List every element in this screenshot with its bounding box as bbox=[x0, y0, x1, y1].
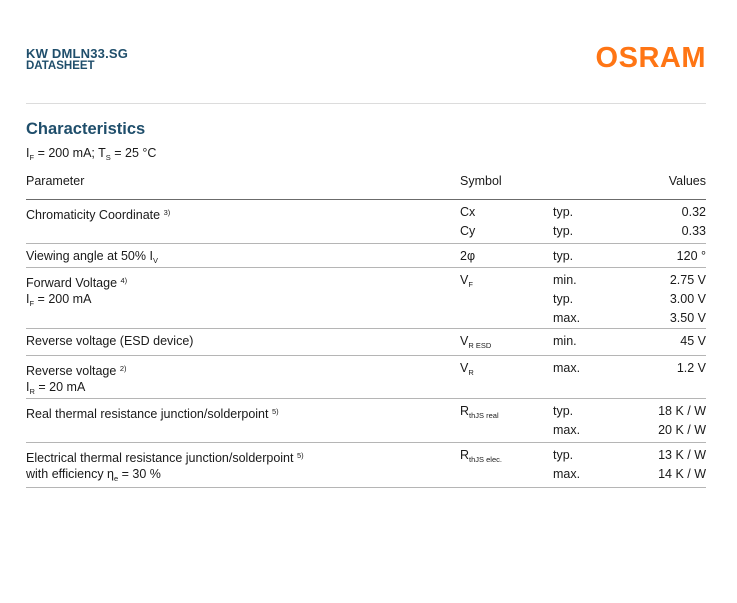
symbol-line bbox=[460, 222, 550, 241]
symbol-text: Cx bbox=[460, 205, 476, 219]
condition-if-symbol: I bbox=[26, 146, 30, 160]
table-row bbox=[26, 271, 706, 329]
parameter-text: = 200 mA bbox=[34, 292, 92, 306]
symbol-text: V bbox=[460, 273, 469, 287]
value-text: 45 V bbox=[680, 334, 706, 348]
parameter-line bbox=[26, 446, 446, 465]
symbol-text: V bbox=[460, 334, 469, 348]
cell-value bbox=[606, 203, 706, 241]
parameter-subscript: e bbox=[114, 474, 119, 483]
parameter-text: = 20 mA bbox=[34, 380, 86, 394]
qualifier-text: typ. bbox=[553, 249, 574, 263]
header-divider bbox=[26, 103, 706, 104]
symbol-line bbox=[460, 446, 550, 465]
symbol-text: V bbox=[460, 361, 469, 375]
parameter-line bbox=[26, 271, 446, 290]
cell-qualifier bbox=[553, 402, 613, 440]
cell-parameter bbox=[26, 203, 446, 222]
parameter-text: I bbox=[26, 380, 30, 394]
cell-qualifier bbox=[553, 271, 613, 328]
cell-parameter bbox=[26, 332, 446, 351]
header-rule bbox=[26, 199, 706, 200]
value-text: 2.75 V bbox=[669, 273, 706, 287]
cell-parameter bbox=[26, 247, 446, 266]
cell-symbol bbox=[460, 402, 550, 421]
cell-value bbox=[606, 359, 706, 378]
parameter-text: Viewing angle at 50% I bbox=[26, 249, 153, 263]
condition-ts-subscript: S bbox=[105, 153, 111, 162]
symbol-subscript: R bbox=[468, 368, 474, 377]
parameter-line bbox=[26, 465, 446, 484]
cell-parameter bbox=[26, 271, 446, 309]
test-condition bbox=[26, 146, 156, 162]
symbol-text: R bbox=[460, 448, 470, 462]
qualifier-text: typ. bbox=[553, 404, 574, 418]
symbol-subscript: thJS real bbox=[469, 411, 499, 420]
cell-symbol bbox=[460, 446, 550, 465]
symbol-text: R bbox=[460, 404, 470, 418]
header-values: Values bbox=[668, 174, 706, 188]
symbol-text: 2φ bbox=[460, 249, 476, 263]
parameter-text: Reverse voltage (ESD device) bbox=[26, 334, 194, 348]
value-text: 3.00 V bbox=[669, 292, 706, 306]
qualifier-text: min. bbox=[553, 273, 577, 287]
product-name: KW DMLN33.SG bbox=[26, 46, 129, 61]
symbol-subscript: thJS elec. bbox=[469, 455, 502, 464]
table-row bbox=[26, 402, 706, 443]
parameter-line bbox=[26, 203, 446, 222]
parameter-line bbox=[26, 332, 446, 351]
value-text: 20 K / W bbox=[658, 423, 706, 437]
symbol-subscript: F bbox=[468, 280, 473, 289]
cell-value bbox=[606, 402, 706, 440]
value-text: 18 K / W bbox=[658, 404, 706, 418]
qualifier-text: typ. bbox=[553, 205, 574, 219]
parameter-subscript: R bbox=[29, 387, 35, 396]
footnote-ref: 5) bbox=[271, 407, 279, 416]
cell-value bbox=[606, 271, 706, 328]
qualifier-text: max. bbox=[553, 467, 581, 481]
condition-ts-value: = 25 °C bbox=[114, 146, 157, 160]
parameter-text: Chromaticity Coordinate bbox=[26, 208, 161, 222]
footnote-ref: 4) bbox=[120, 276, 128, 285]
parameter-text: = 30 % bbox=[118, 467, 161, 481]
document-type: DATASHEET bbox=[26, 60, 95, 72]
qualifier-text: typ. bbox=[553, 224, 574, 238]
header-symbol: Symbol bbox=[460, 174, 502, 188]
symbol-line bbox=[460, 203, 550, 222]
cell-parameter bbox=[26, 446, 446, 484]
value-text: 3.50 V bbox=[669, 311, 706, 325]
cell-value bbox=[606, 247, 706, 266]
osram-logo: OSRAM bbox=[595, 42, 706, 74]
cell-symbol bbox=[460, 203, 550, 241]
parameter-text: Real thermal resistance junction/solderpoint bbox=[26, 407, 269, 421]
parameter-line bbox=[26, 247, 446, 266]
table-row bbox=[26, 446, 706, 488]
qualifier-text: typ. bbox=[553, 448, 574, 462]
cell-symbol bbox=[460, 332, 550, 351]
condition-if-value: = 200 mA; T bbox=[37, 146, 106, 160]
cell-qualifier bbox=[553, 446, 613, 484]
value-text: 13 K / W bbox=[658, 448, 706, 462]
cell-symbol bbox=[460, 247, 550, 266]
cell-parameter bbox=[26, 359, 446, 397]
parameter-line bbox=[26, 359, 446, 378]
cell-symbol bbox=[460, 359, 550, 378]
qualifier-text: max. bbox=[553, 361, 581, 375]
cell-value bbox=[606, 446, 706, 484]
symbol-subscript: R ESD bbox=[468, 341, 492, 350]
parameter-text: Forward Voltage bbox=[26, 276, 118, 290]
table-header bbox=[26, 174, 706, 194]
value-text: 0.33 bbox=[681, 224, 706, 238]
parameter-line bbox=[26, 290, 446, 309]
symbol-text: Cy bbox=[460, 224, 476, 238]
header-parameter: Parameter bbox=[26, 174, 85, 188]
document-header bbox=[26, 47, 128, 73]
value-text: 14 K / W bbox=[658, 467, 706, 481]
footnote-ref: 5) bbox=[296, 451, 304, 460]
value-text: 0.32 bbox=[681, 205, 706, 219]
cell-parameter bbox=[26, 402, 446, 421]
qualifier-text: typ. bbox=[553, 292, 574, 306]
section-title: Characteristics bbox=[26, 120, 146, 138]
parameter-text: Electrical thermal resistance junction/solderpoint bbox=[26, 451, 294, 465]
condition-if-subscript: F bbox=[29, 153, 35, 162]
parameter-subscript: F bbox=[29, 299, 35, 308]
table-row bbox=[26, 359, 706, 399]
cell-qualifier bbox=[553, 203, 613, 241]
value-text: 120 ° bbox=[676, 249, 706, 263]
parameter-text: I bbox=[26, 292, 30, 306]
footnote-ref: 2) bbox=[119, 364, 127, 373]
symbol-line bbox=[460, 402, 550, 421]
symbol-line bbox=[460, 332, 550, 351]
table-row bbox=[26, 247, 706, 268]
cell-qualifier bbox=[553, 359, 613, 378]
parameter-text: with efficiency η bbox=[26, 467, 115, 481]
parameter-line bbox=[26, 378, 446, 397]
table-row bbox=[26, 332, 706, 356]
parameter-line bbox=[26, 402, 446, 421]
cell-symbol bbox=[460, 271, 550, 290]
qualifier-text: min. bbox=[553, 334, 577, 348]
parameter-subscript: V bbox=[152, 256, 158, 265]
value-text: 1.2 V bbox=[676, 361, 706, 375]
symbol-line bbox=[460, 247, 550, 266]
table-row bbox=[26, 203, 706, 244]
parameter-text: Reverse voltage bbox=[26, 364, 117, 378]
symbol-line bbox=[460, 271, 550, 290]
qualifier-text: max. bbox=[553, 423, 581, 437]
cell-value bbox=[606, 332, 706, 351]
footnote-ref: 3) bbox=[163, 208, 171, 217]
cell-qualifier bbox=[553, 247, 613, 266]
qualifier-text: max. bbox=[553, 311, 581, 325]
cell-qualifier bbox=[553, 332, 613, 351]
symbol-line bbox=[460, 359, 550, 378]
